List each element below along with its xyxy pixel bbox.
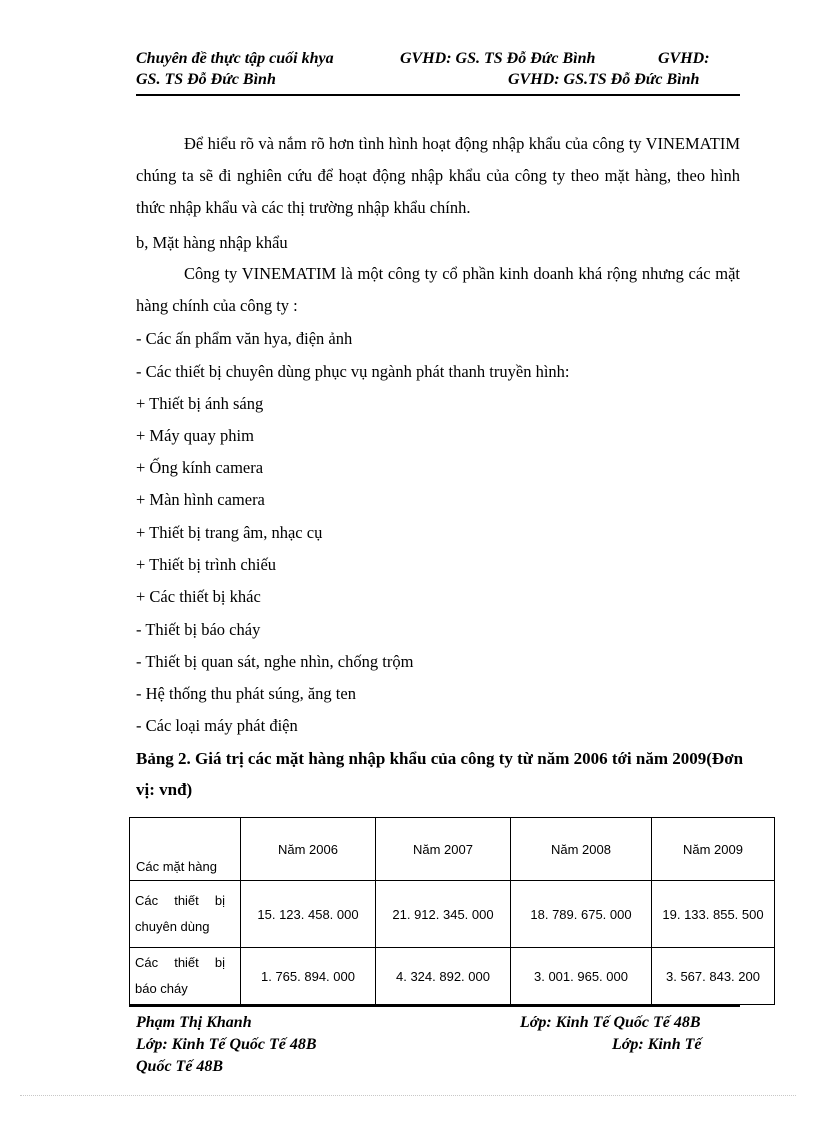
year-label: Năm 2007	[413, 841, 473, 857]
list-item: - Thiết bị báo cháy	[136, 620, 261, 639]
cell-value: 1. 765. 894. 000	[261, 968, 355, 984]
list-item: + Các thiết bị khác	[136, 587, 261, 606]
year-label: Năm 2006	[278, 841, 338, 857]
row-label	[130, 881, 241, 948]
header-title: Chuyên đề thực tập cuối khya	[136, 50, 334, 67]
cell-value: 18. 789. 675. 000	[530, 906, 632, 922]
row-label-bottom: báo cháy	[135, 981, 188, 996]
page-edge-dots	[20, 1095, 796, 1096]
list-item: + Màn hình camera	[136, 490, 265, 509]
cell-value: 19. 133. 855. 500	[662, 906, 764, 922]
table-header-cell	[376, 818, 511, 881]
footer-author: Phạm Thị Khanh	[136, 1014, 252, 1031]
list-item: - Thiết bị quan sát, nghe nhìn, chống trộm	[136, 652, 414, 671]
import-values-table	[129, 817, 775, 1005]
table-cell	[376, 881, 511, 948]
intro-paragraph: Để hiểu rõ và nắm rõ hơn tình hình hoạt động nhập khẩu của công ty VINEMATIM chúng ta sẽ đi nghiên cứu để hoạt động nhập khẩu của công ty theo mặt hàng, theo hình thức nhập khẩu và các thị trường nhập khẩu chính.	[136, 134, 740, 217]
row-label-bottom: chuyên dùng	[135, 919, 210, 934]
list-item: - Các thiết bị chuyên dùng phục vụ ngành phát thanh truyền hình:	[136, 362, 570, 381]
cell-value: 3. 567. 843. 200	[666, 968, 760, 984]
row-label-top: Các thiết bị	[135, 955, 225, 970]
footer-rule	[129, 1005, 740, 1007]
list-item: + Ống kính camera	[136, 458, 264, 477]
list-item: + Thiết bị ánh sáng	[136, 394, 264, 413]
header-supervisor-right: GVHD: GS.TS Đỗ Đức Bình	[508, 71, 700, 88]
row-label-top: Các thiết bị	[135, 893, 225, 908]
list-item: + Thiết bị trình chiếu	[136, 555, 277, 574]
table-row	[130, 948, 775, 1005]
table-cell	[511, 948, 652, 1005]
header-supervisor-name: GS. TS Đỗ Đức Bình	[136, 71, 276, 88]
cell-value: 3. 001. 965. 000	[534, 968, 628, 984]
footer-class-right-2: Lớp: Kinh Tế	[612, 1036, 702, 1053]
header-supervisor-label: GVHD:	[658, 50, 710, 67]
table-header-row	[130, 818, 775, 881]
table-caption: Bảng 2. Giá trị các mặt hàng nhập khẩu của công ty từ năm 2006 tới năm 2009(Đơn vị: vnđ)	[136, 749, 744, 799]
list-item: - Các loại máy phát điện	[136, 716, 298, 735]
table-header-cell	[511, 818, 652, 881]
table-cell	[652, 948, 775, 1005]
footer-class-continuation: Quốc Tế 48B	[136, 1058, 224, 1075]
table-header-cell	[130, 818, 241, 881]
table-cell	[376, 948, 511, 1005]
cell-value: 15. 123. 458. 000	[257, 906, 359, 922]
row-label	[130, 948, 241, 1005]
year-label: Năm 2009	[683, 841, 743, 857]
table-header-cell	[652, 818, 775, 881]
company-paragraph: Công ty VINEMATIM là một công ty cổ phần kinh doanh khá rộng nhưng các mặt hàng chính của công ty :	[136, 264, 740, 315]
year-label: Năm 2008	[551, 841, 611, 857]
table-row	[130, 881, 775, 948]
table-cell	[241, 948, 376, 1005]
section-heading: b, Mặt hàng nhập khẩu	[136, 233, 288, 252]
list-item: - Hệ thống thu phát súng, ăng ten	[136, 684, 356, 703]
list-item: + Máy quay phim	[136, 426, 254, 445]
cell-value: 4. 324. 892. 000	[396, 968, 490, 984]
table-header-cell	[241, 818, 376, 881]
list-item: - Các ấn phẩm văn hya, điện ảnh	[136, 329, 353, 348]
table-cell	[652, 881, 775, 948]
header-supervisor: GVHD: GS. TS Đỗ Đức Bình	[400, 50, 596, 67]
footer-class-right: Lớp: Kinh Tế Quốc Tế 48B	[520, 1014, 701, 1031]
table-cell	[511, 881, 652, 948]
table-cell	[241, 881, 376, 948]
list-item: + Thiết bị trang âm, nhạc cụ	[136, 523, 323, 542]
header-rule	[136, 94, 740, 96]
cell-value: 21. 912. 345. 000	[392, 906, 494, 922]
header-items-label: Các mặt hàng	[136, 859, 217, 874]
footer-class-left: Lớp: Kinh Tế Quốc Tế 48B	[136, 1036, 317, 1053]
